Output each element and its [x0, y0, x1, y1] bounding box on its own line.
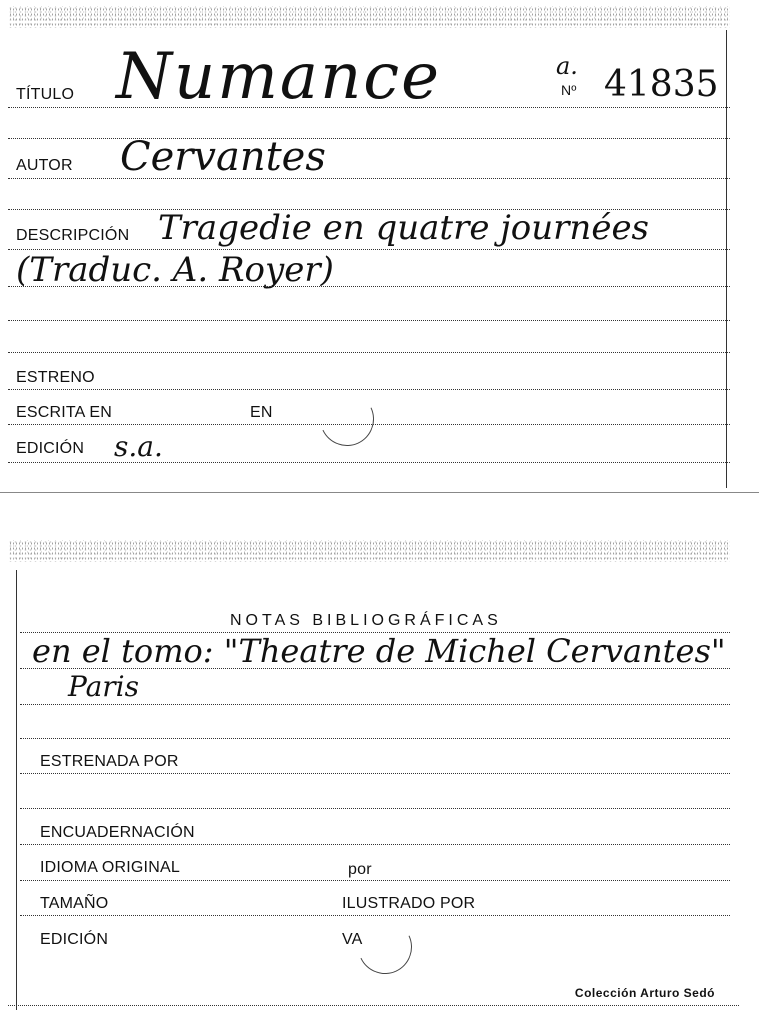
encuadernacion-label: ENCUADERNACIÓN: [40, 824, 195, 841]
descripcion-line2: (Traduc. A. Royer): [16, 250, 334, 290]
titulo-label: TÍTULO: [16, 86, 75, 103]
numero-prefix: a.: [556, 52, 578, 80]
punch-hole: [312, 384, 381, 453]
notas-line2: Paris: [68, 670, 139, 703]
ilustrado-por-label: ILUSTRADO POR: [342, 895, 476, 912]
idioma-original-label: IDIOMA ORIGINAL: [40, 859, 180, 876]
escrita-en-label: ESCRITA EN: [16, 404, 112, 421]
catalog-card-front: [8, 0, 730, 488]
tamano-label: TAMAÑO: [40, 895, 109, 912]
edicion-label: EDICIÓN: [40, 931, 109, 948]
numero-value: 41835: [604, 64, 719, 105]
edicion-value: s.a.: [114, 430, 163, 463]
card-edge-texture: [8, 540, 730, 562]
autor-value: Cervantes: [120, 134, 326, 180]
estrenada-por-label: ESTRENADA POR: [40, 753, 179, 770]
autor-label: AUTOR: [16, 157, 73, 174]
en-label: EN: [250, 404, 273, 421]
edicion-label: EDICIÓN: [16, 440, 85, 457]
descripcion-label: DESCRIPCIÓN: [16, 227, 130, 244]
titulo-value: Numance: [116, 40, 441, 114]
card-right-border: [726, 30, 727, 488]
collection-credit: Colección Arturo Sedó: [574, 986, 715, 1000]
va-label: VA: [342, 931, 363, 948]
notas-line1: en el tomo: "Theatre de Michel Cervantes": [32, 632, 726, 670]
card-separator: [0, 492, 759, 493]
descripcion-line1: Tragedie en quatre journées: [158, 208, 650, 248]
catalog-card-back: [8, 540, 730, 1010]
card-left-border: [16, 570, 17, 1010]
estreno-label: ESTRENO: [16, 369, 95, 386]
notas-title: NOTAS BIBLIOGRÁFICAS: [230, 612, 502, 629]
numero-label: Nº: [561, 82, 577, 98]
por-label: por: [348, 861, 372, 878]
punch-hole: [350, 912, 419, 981]
card-edge-texture: [8, 6, 730, 28]
